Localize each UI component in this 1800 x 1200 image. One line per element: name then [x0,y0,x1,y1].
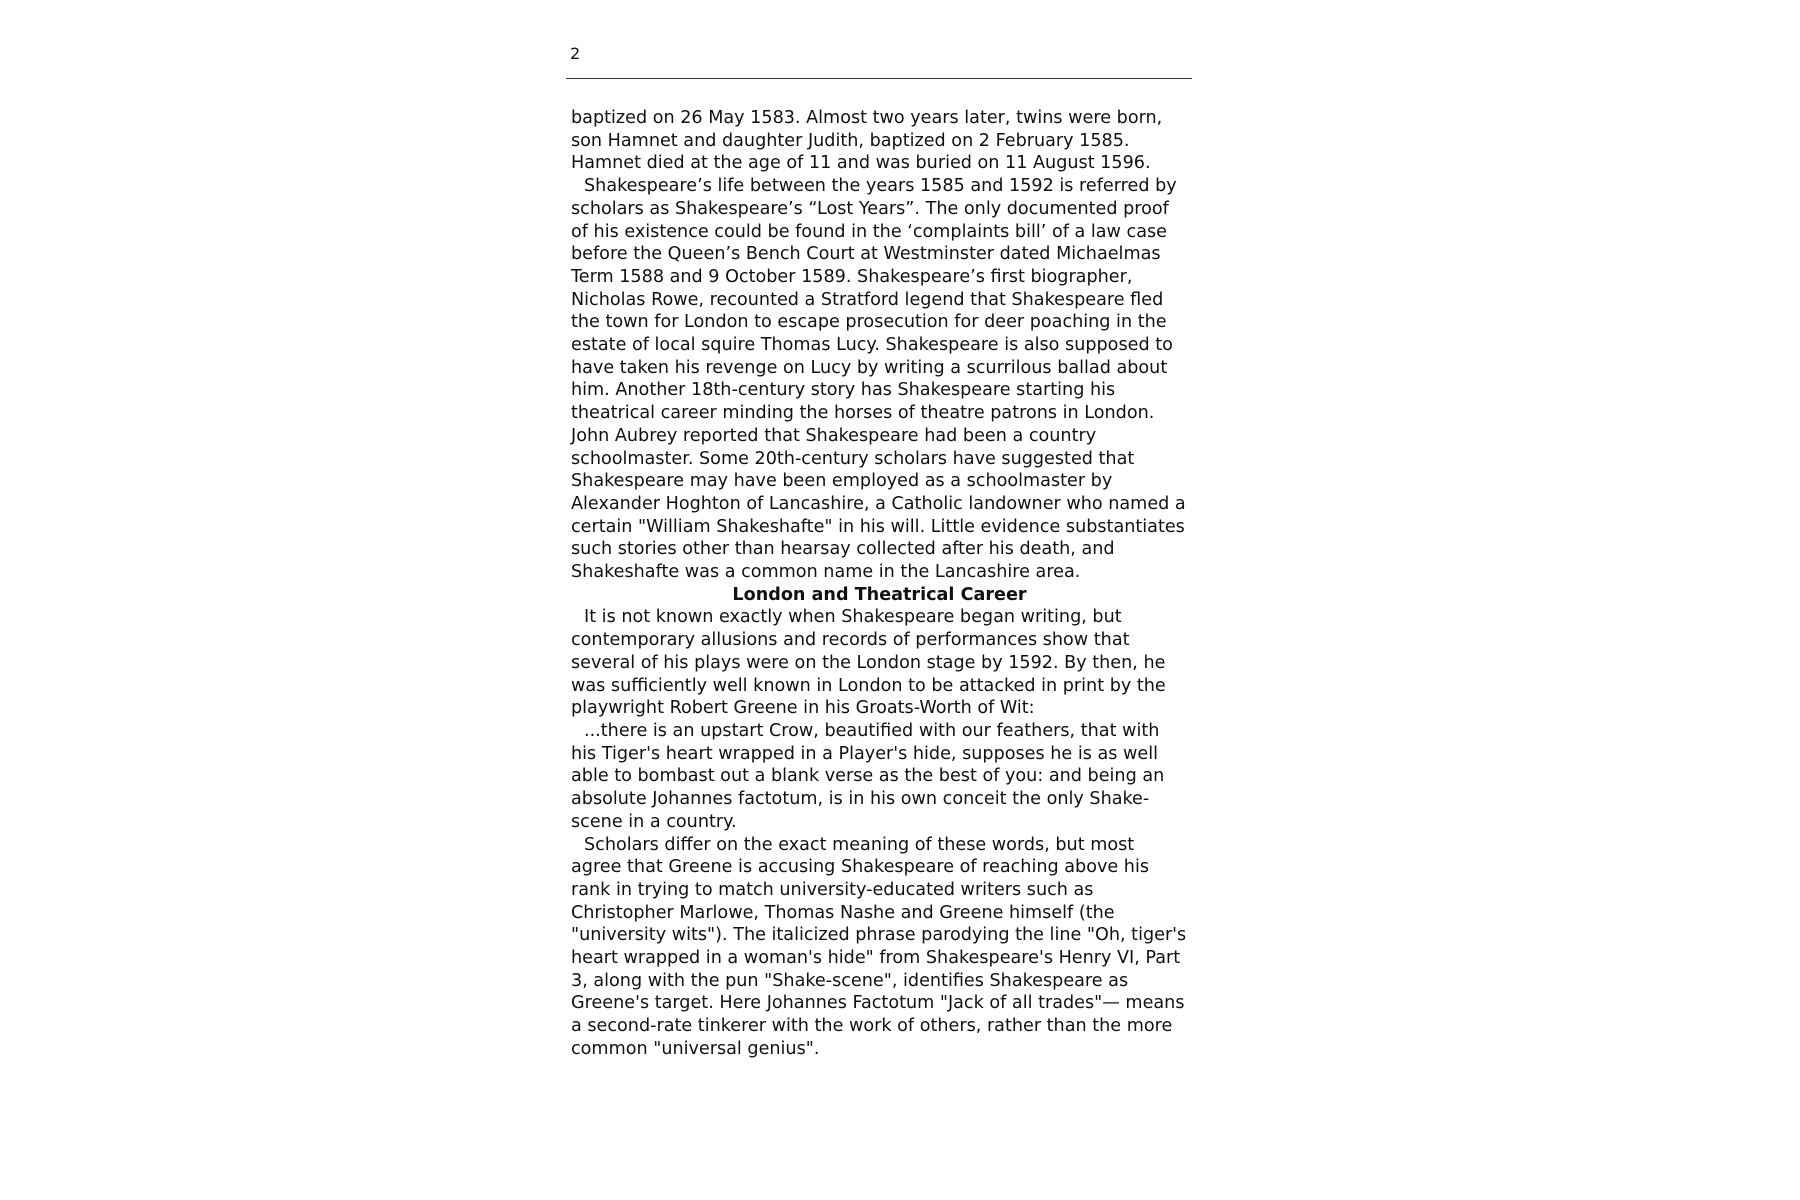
paragraph-twins: baptized on 26 May 1583. Almost two years later, twins were born, son Hamnet and daughter Judith, baptized on 2 February 1585. Hamnet died at the age of 11 and was buried on 11 August 1596. [571,108,1163,174]
header-rule [566,78,1192,79]
page-number: 2 [570,44,581,63]
paragraph-lost-years: Shakespeare’s life between the years 1585 and 1592 is referred by scholars as Shakespeare’s “Lost Years”. The only documented proof of his existence could be found in the ‘complaints bill’ of a law case before the Queen’s Bench Court at Westminster dated Michaelmas Term 1588 and 9 October 1589. Shakespeare’s first biographer, Nicholas Rowe, recounted a Stratford legend that Shakespeare fled the town for London to escape prosecution for deer poaching in the estate of local squire Thomas Lucy. Shakespeare is also supposed to have taken his revenge on Lucy by writing a scurrilous ballad about him. Another 18th-century story has Shakespeare starting his theatrical career minding the horses of theatre patrons in London. John Aubrey reported that Shakespeare had been a country schoolmaster. Some 20th-century scholars have suggested that Shakespeare may have been employed as a schoolmaster by Alexander Hoghton of Lancashire, a Catholic landowner who named a certain "William Shakeshafte" in his will. Little evidence substantiates such stories other than hearsay collected after his death, and Shakeshafte was a common name in the Lancashire area. [571,176,1186,583]
document-page [566,44,1192,1061]
section-heading: London and Theatrical Career [732,584,1027,605]
paragraph-interpretation: Scholars differ on the exact meaning of these words, but most agree that Greene is accusing Shakespeare of reaching above his rank in trying to match university-educated writers such as Christopher Marlowe, Thomas Nashe and Greene himself (the "university wits"). The italicized phrase parodying the line "Oh, tiger's heart wrapped in a woman's hide" from Shakespeare's Henry VI, Part 3, along with the pun "Shake-scene", identifies Shakespeare as Greene's target. Here Johannes Factotum "Jack of all trades"— means a second-rate tinkerer with the work of others, rather than the more common "universal genius". [571,834,1187,1059]
body-text [566,107,1192,1061]
paragraph-career-start: It is not known exactly when Shakespeare began writing, but contemporary allusions and records of performances show that several of his plays were on the London stage by 1592. By then, he was sufficiently well known in London to be attacked in print by the playwright Robert Greene in his Groats-Worth of Wit: [571,607,1166,719]
quotation-greene: ...there is an upstart Crow, beautified with our feathers, that with his Tiger's heart wrapped in a Player's hide, supposes he is as well able to bombast out a blank verse as the best of you: and being an absolute Johannes factotum, is in his own conceit the only Shake-scene in a country. [571,720,1165,832]
